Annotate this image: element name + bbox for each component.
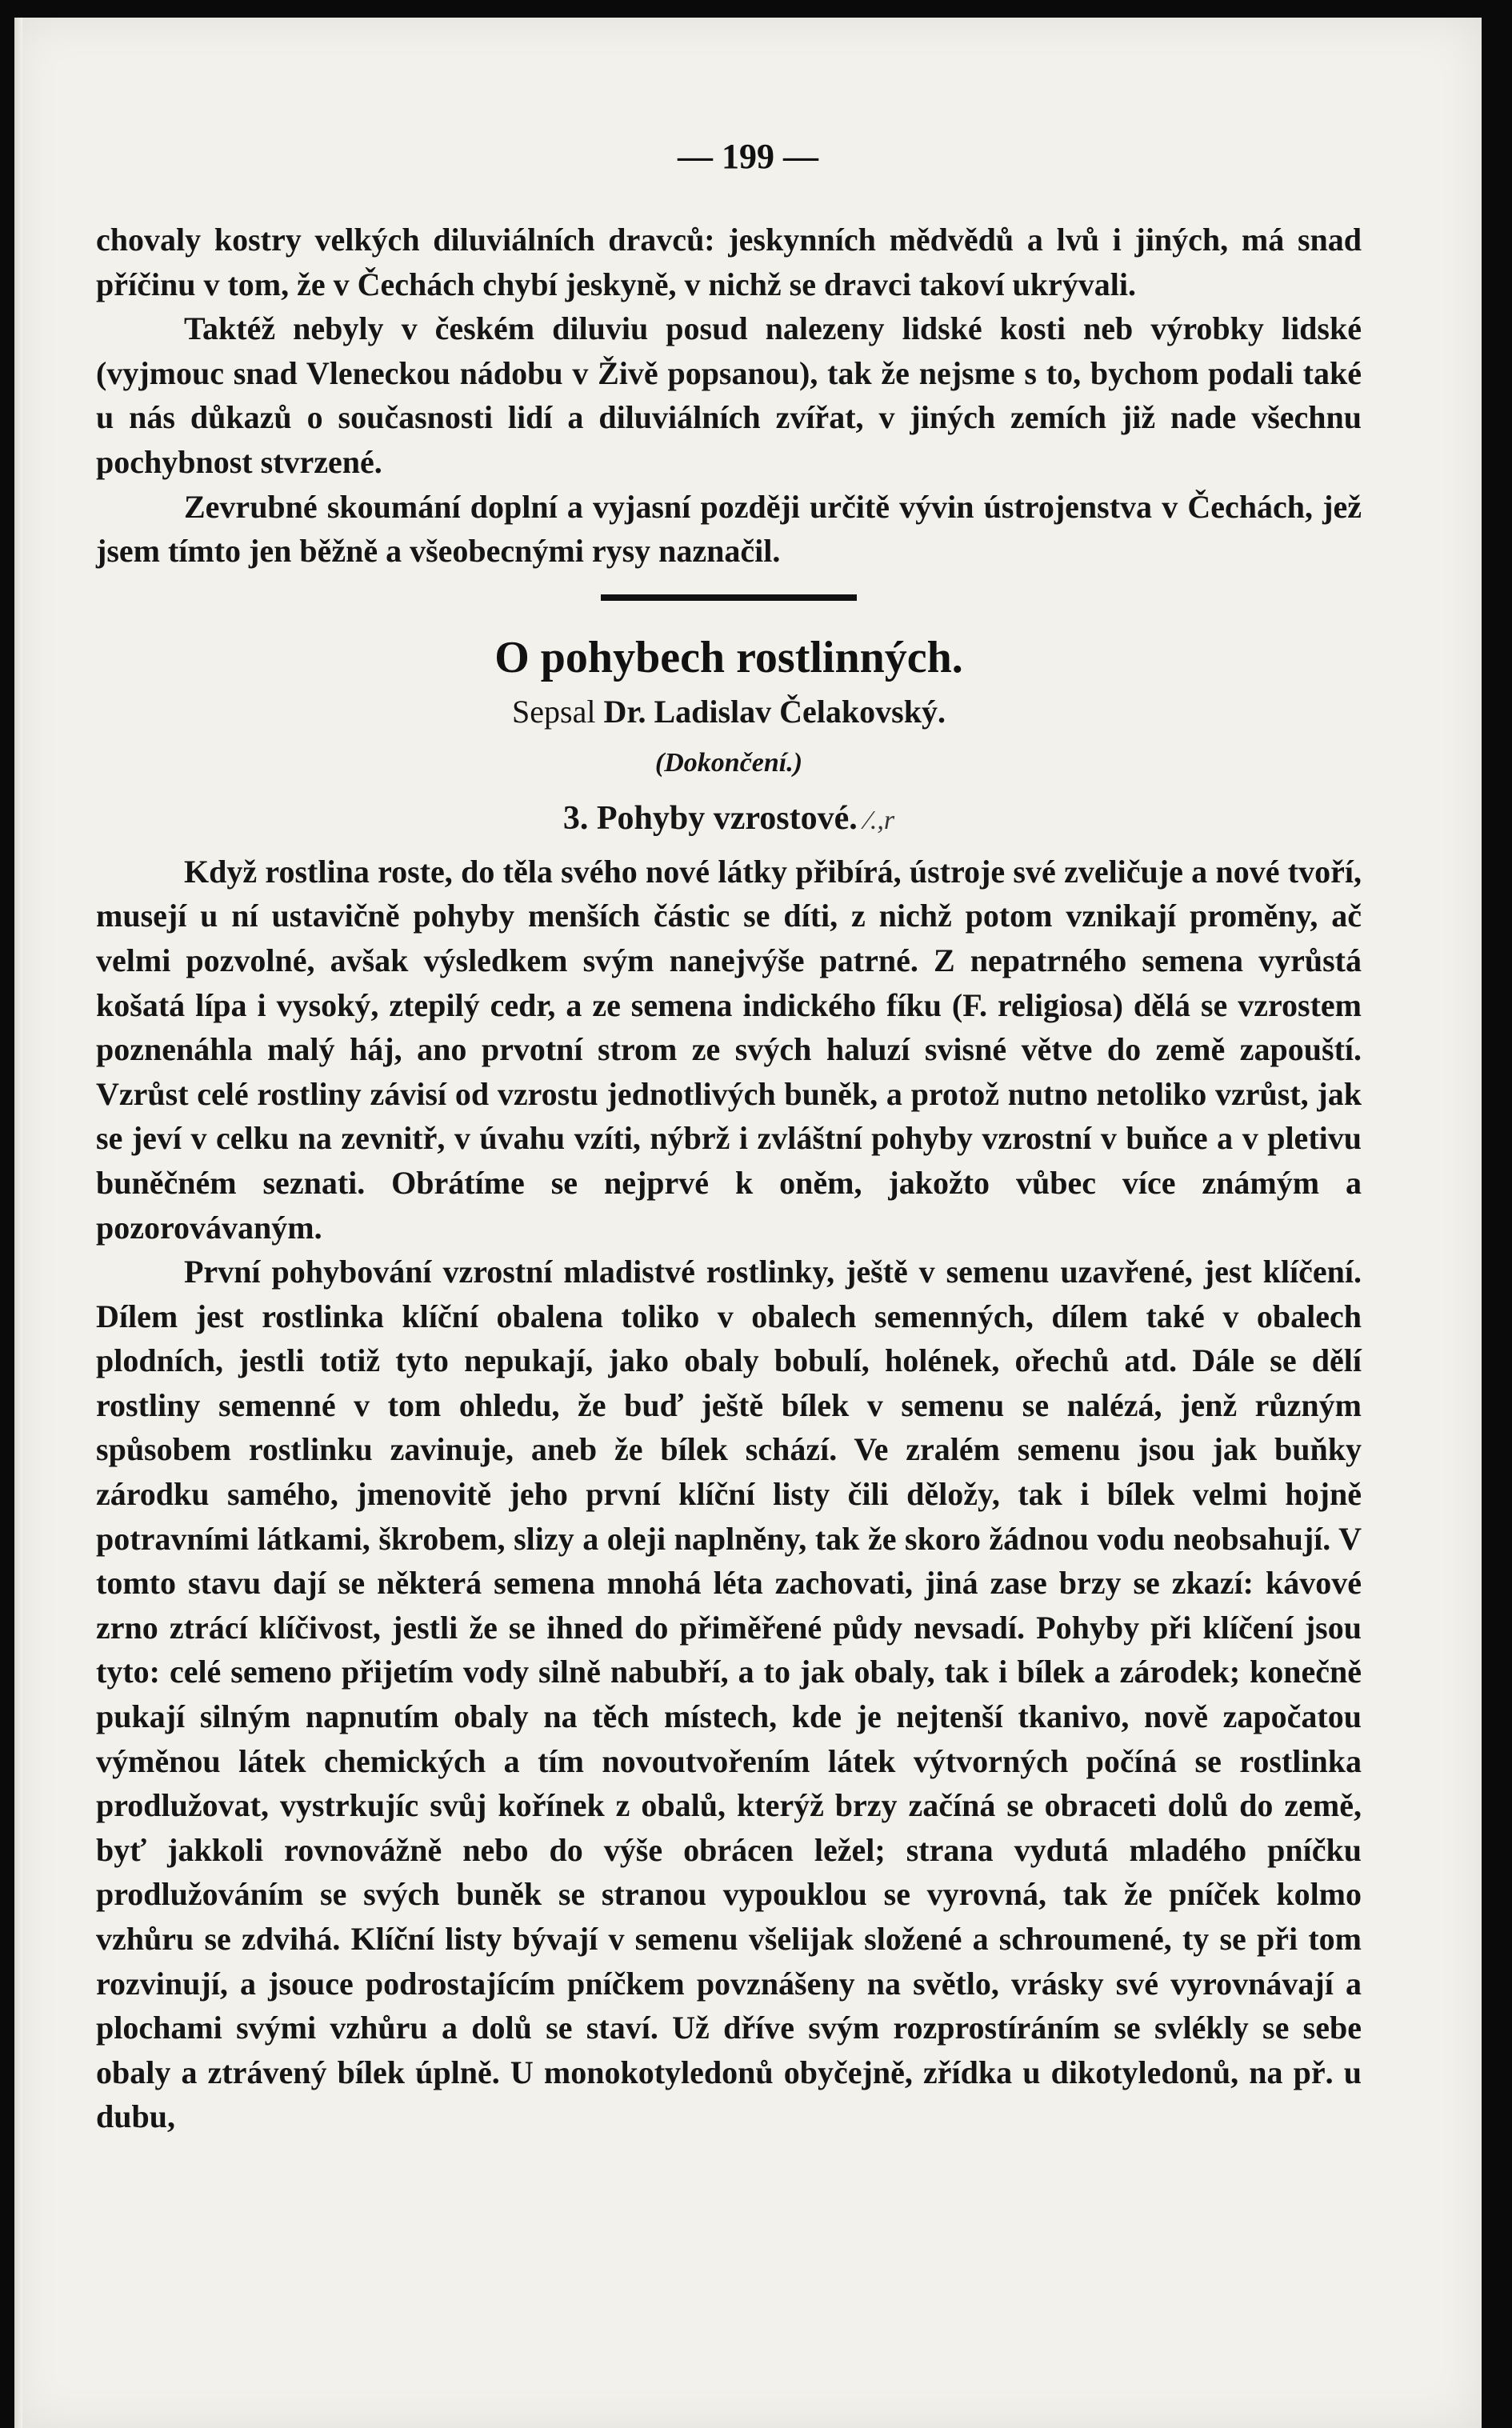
article-paragraph-2: První pohybování vzrostní mladistvé rostlinky, ještě v semenu uzavřené, jest klíčení. Dílem jest rostlinka klíční obalena toliko v obalech semenných, dílem také v obalech plodních, jestli totiž tyto nepukají, jako obaly bobulí, holének, ořechů atd. Dále se dělí rostliny semenné v tom ohledu, že buď ještě bílek v semenu se nalézá, jenž různým spůsobem rostlinku zavinuje, aneb že bílek schází. Ve zralém semenu jsou jak buňky zárodku samého, jmenovitě jeho první klíční listy čili děložy, tak i bílek velmi hojně potravními látkami, škrobem, slizy a oleji naplněny, tak že skoro žádnou vodu neobsahují. V tomto stavu dají se některá semena mnohá léta zachovati, jiná zase brzy se zkazí: kávové zrno ztrácí klíčivost, jestli že se ihned do přiměřené půdy nevsadí. Pohyby při klíčení jsou tyto: celé semeno přijetím vody silně nabubří, a to jak obaly, tak i bílek a zárodek; konečně pukají silným napnutím obaly na těch místech, kde je nejtenší tkanivo, nově započatou výměnou látek chemických a tím novoutvořením látek výtvorných počíná se rostlinka prodlužovat, vystrkujíc svůj kořínek z obalů, kterýž brzy začíná se obraceti dolů do země, byť jakkoli rovnovážně nebo do výše obrácen ležel; strana vydutá mladého pníčku prodlužováním se svých buněk se stranou vypouklou se vyrovná, tak že pníček kolmo vzhůru se zdvihá. Klíční listy bývají v semenu všelijak složené a schroumené, ty se při tom rozvinují, a jsouce podrostajícím pníčkem povznášeny na světlo, vrásky své vyrovnávají a plochami svými vzhůru a dolů se staví. Už dříve svým rozprostíráním se svlékly se sebe obaly a ztrávený bílek úplně. U monokotyledonů obyčejně, zřídka u dikotyledonů, na př. u dubu, xyxy=(96,1254,1362,2135)
body-text xyxy=(96,218,1362,2139)
intro-paragraph-3: Zevrubné skoumání doplní a vyjasní později určitě vývin ústrojenstva v Čechách, jež jsem tímto jen běžně a všeobecnými rysy naznačil. xyxy=(96,488,1362,570)
section-heading: 3. Pohyby vzrostové. xyxy=(562,799,858,837)
section-divider xyxy=(601,594,857,601)
intro-paragraph-1: chovaly kostry velkých diluviálních dravců: jeskynních mědvědů a lvů i jiných, má snad příčinu v tom, že v Čechách chybí jeskyně, v nichž se dravci takoví ukrývali. xyxy=(96,222,1362,302)
author-name: Dr. Ladislav Čelakovský. xyxy=(603,693,946,730)
byline-prefix: Sepsal xyxy=(512,693,596,730)
byline xyxy=(96,687,1362,737)
intro-paragraph-2: Taktéž nebyly v českém diluviu posud nalezeny lidské kosti neb výrobky lidské (vyjmouc snad Vleneckou nádobu v Živě popsanou), tak že nejsme s to, bychom podali také u nás důkazů o současnosti lidí a diluviálních zvířat, v jiných zemích již nade všechnu pochybnost stvrzené. xyxy=(96,310,1362,480)
scanned-page xyxy=(14,18,1482,2428)
page-edge xyxy=(14,18,22,2428)
handwritten-mark: ⁄.,r xyxy=(866,805,895,835)
article-paragraph-1: Když rostlina roste, do těla svého nové látky přibírá, ústroje své zveličuje a nové tvoří, musejí u ní ustavičně pohyby menších částic se díti, z nichž potom vznikají proměny, ač velmi pozvolné, avšak výsledkem svým nanejvýše patrné. Z nepatrného semena vyrůstá košatá lípa i vysoký, ztepilý cedr, a ze semena indického fíku (F. religiosa) dělá se vzrostem poznenáhla malý háj, ano prvotní strom ze svých haluzí svisné větve do země zapouští. Vzrůst celé rostliny závisí od vzrostu jednotlivých buněk, a protož nutno netoliko vzrůst, jak se jeví v celku na zevnitř, v úvahu vzíti, nýbrž i zvláštní pohyby vzrostní v buňce a v pletivu buněčném seznati. Obrátíme se nejprvé k oněm, jakožto vůbec více známým a pozorovávaným. xyxy=(96,853,1362,1246)
continuation-note: (Dokončení.) xyxy=(654,747,803,778)
page-number: — 199 — xyxy=(678,137,818,176)
section-heading-row xyxy=(96,790,1362,850)
article-title: O pohybech rostlinných. xyxy=(494,632,963,682)
